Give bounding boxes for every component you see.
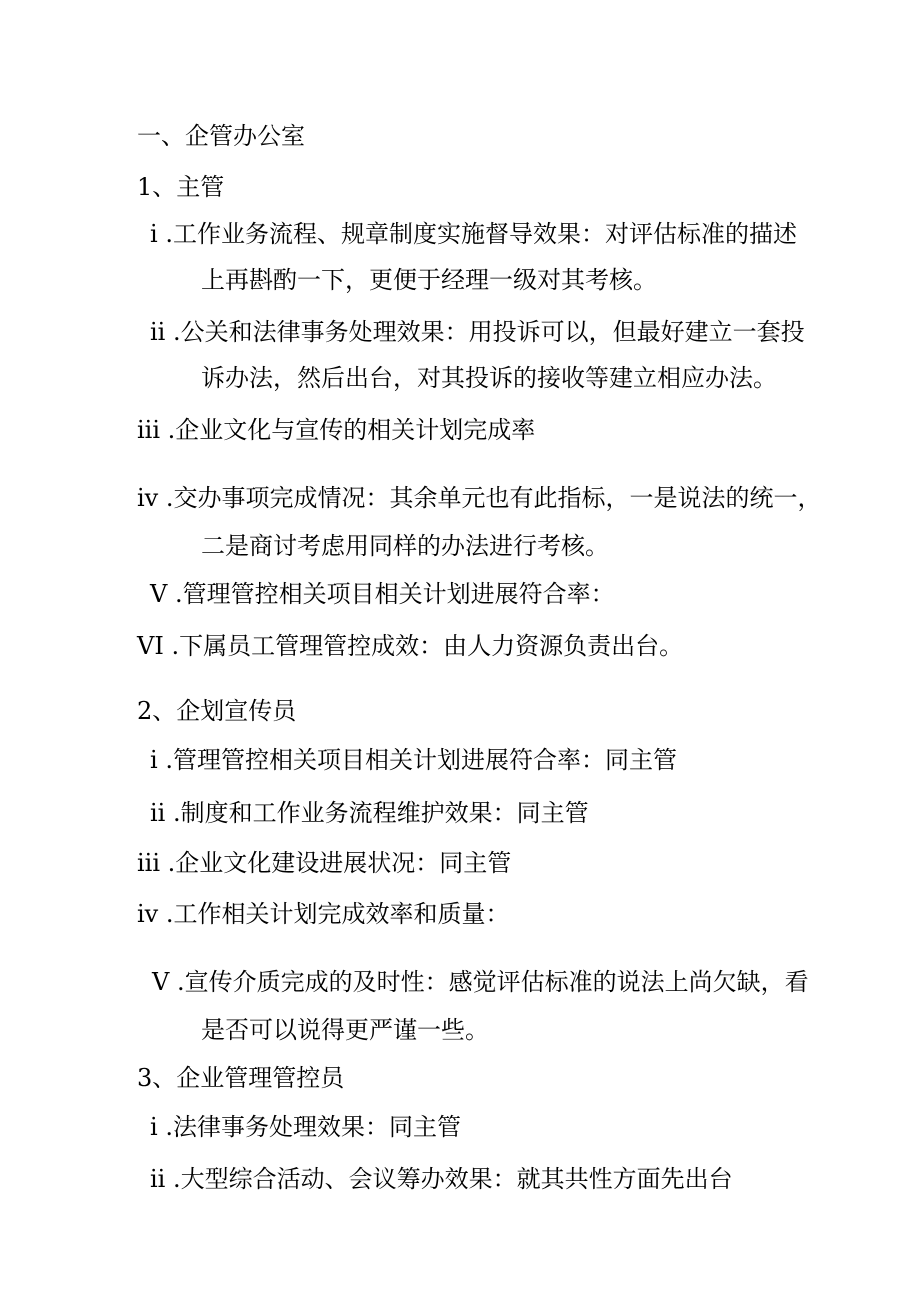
list-item [137,898,510,930]
item-text: .管理管控相关项目相关计划进展符合率：同主管 [165,746,677,774]
item-text: .企业文化与宣传的相关计划完成率 [167,416,536,444]
list-item [150,1111,461,1143]
list-item [150,218,797,250]
list-item-continuation: 二是商讨考虑用同样的办法进行考核。 [201,532,609,560]
list-item-continuation: 上再斟酌一下，更便于经理一级对其考核。 [201,266,657,294]
item-marker: i [150,220,158,248]
item-marker: i [150,1113,158,1141]
item-marker: V [150,580,168,608]
item-text: .管理管控相关项目相关计划进展符合率： [174,580,615,608]
list-item [150,1163,733,1195]
item-text: .法律事务处理效果：同主管 [165,1113,461,1141]
section-title: 2、企划宣传员 [137,697,297,725]
list-item [137,482,822,514]
list-item [137,630,683,662]
item-marker: iii [137,416,161,444]
item-text: .企业文化建设进展状况：同主管 [167,849,512,877]
item-marker: ii [150,318,166,346]
list-item [150,316,805,348]
item-marker: iv [137,900,159,928]
item-marker: ii [150,1165,166,1193]
list-item [150,744,677,776]
list-item-continuation: 是否可以说得更严谨一些。 [201,1016,489,1044]
list-item [137,847,511,879]
item-text: .宣传介质完成的及时性：感觉评估标准的说法上尚欠缺，看 [176,968,809,996]
list-item [137,414,535,446]
item-text: .下属员工管理管控成效：由人力资源负责出台。 [171,632,684,660]
item-marker: V [152,968,170,996]
item-text: .工作业务流程、规章制度实施督导效果：对评估标准的描述 [165,220,797,248]
document-heading: 一、企管办公室 [137,122,305,150]
item-marker: ii [150,799,166,827]
item-marker: i [150,746,158,774]
item-marker: iv [137,484,159,512]
list-item [150,797,589,829]
section-title: 3、企业管理管控员 [137,1064,345,1092]
item-text: .大型综合活动、会议筹办效果：就其共性方面先出台 [173,1165,733,1193]
section-title: 1、主管 [137,173,225,201]
item-text: .工作相关计划完成效率和质量： [165,900,510,928]
item-text: .交办事项完成情况：其余单元也有此指标，一是说法的统一， [165,484,822,512]
list-item [152,966,809,998]
list-item [150,578,615,610]
item-text: .公关和法律事务处理效果：用投诉可以，但最好建立一套投 [173,318,805,346]
item-text: .制度和工作业务流程维护效果：同主管 [173,799,589,827]
item-marker: VI [137,632,164,660]
item-marker: iii [137,849,161,877]
list-item-continuation: 诉办法，然后出台，对其投诉的接收等建立相应办法。 [201,364,777,392]
